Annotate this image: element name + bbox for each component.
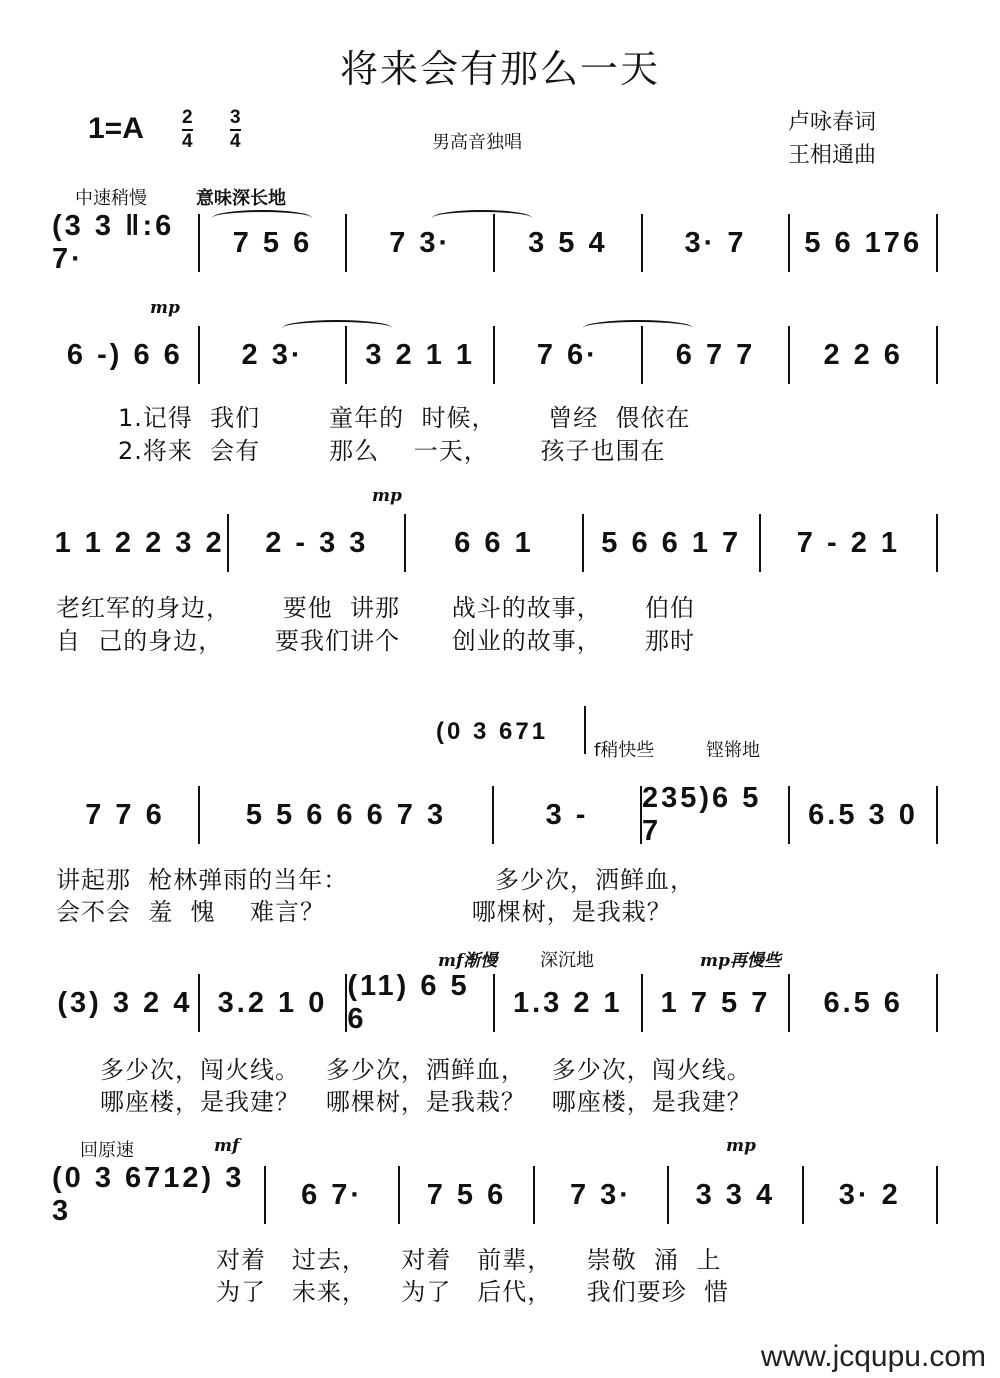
lyrics-verse-2: 2.将来 会有 那么 一天， 孩子也围在 bbox=[118, 437, 666, 465]
slur bbox=[212, 210, 312, 226]
lyrics-verse-2: 自 己的身边， 要我们讲个 创业的故事， 那时 bbox=[56, 627, 695, 655]
system-5 bbox=[52, 970, 938, 1035]
tempo-marking: 中速稍慢 bbox=[75, 188, 147, 209]
expression-marking: 深沉地 bbox=[540, 950, 594, 971]
system-4 bbox=[52, 782, 938, 847]
measure: 5 6 176 bbox=[804, 226, 923, 259]
measure: 7 3· bbox=[569, 1178, 632, 1211]
composer: 王相通曲 bbox=[788, 143, 877, 168]
song-title: 将来会有那么一天 bbox=[339, 47, 660, 91]
measure: 3· 7 bbox=[684, 226, 747, 259]
dynamic-mark: mp bbox=[372, 486, 402, 506]
system-6 bbox=[52, 1162, 938, 1227]
lyrics-verse-2: 会不会 羞 愧 难言？ 哪棵树，是我栽？ bbox=[56, 898, 672, 926]
measure: (3 3 ‖:6 7· bbox=[52, 210, 175, 275]
measure: 3.2 1 0 bbox=[217, 986, 328, 1019]
measure: 6 7 7 bbox=[675, 338, 756, 371]
dynamic-mark: mf渐慢 bbox=[438, 951, 498, 971]
measure: 1 7 5 7 bbox=[660, 986, 771, 1019]
slur bbox=[583, 320, 693, 336]
lyrics-verse-2: 哪座楼，是我建？ 哪棵树，是我栽？ 哪座楼，是我建？ bbox=[100, 1088, 752, 1116]
watermark: www.jcqupu.com bbox=[760, 1340, 986, 1373]
instrumental-pickup: (0 3 671 bbox=[436, 718, 549, 745]
ts-num: 3 bbox=[230, 107, 241, 128]
measure: 6 6 1 bbox=[454, 526, 534, 559]
slur bbox=[282, 320, 392, 336]
slur bbox=[432, 210, 532, 226]
measure: 2 - 3 3 bbox=[265, 526, 369, 559]
lyrics-verse-1: 讲起那 枪林弹雨的当年： 多少次，洒鲜血， bbox=[56, 866, 695, 894]
measure: 1.3 2 1 bbox=[513, 986, 623, 1019]
dynamic-mark: mp bbox=[150, 298, 180, 318]
measure: 3 - bbox=[545, 798, 589, 831]
system-2 bbox=[52, 325, 938, 385]
measure: 2 2 6 bbox=[823, 338, 903, 371]
measure: 6.5 6 bbox=[823, 986, 903, 1019]
measure: 7 7 6 bbox=[85, 798, 165, 831]
measure: 6.5 3 0 bbox=[808, 798, 918, 831]
dynamic-mark: mf bbox=[214, 1136, 240, 1156]
measure: 7 6· bbox=[536, 338, 599, 371]
lyrics-verse-1: 老红军的身边， 要他 讲那 战斗的故事， 伯伯 bbox=[56, 594, 695, 622]
dynamic-mark: mp bbox=[726, 1136, 756, 1156]
measure: 7 3· bbox=[389, 226, 452, 259]
measure: 2 3· bbox=[241, 338, 304, 371]
time-signature-3-4 bbox=[230, 108, 241, 152]
expression-marking: 铿锵地 bbox=[706, 740, 760, 761]
measure: (3) 3 2 4 bbox=[57, 986, 193, 1019]
measure: 7 5 6 bbox=[232, 226, 313, 259]
measure: 3 3 4 bbox=[695, 1178, 776, 1211]
measure: 7 5 6 bbox=[426, 1178, 507, 1211]
key-signature: 1=A bbox=[88, 112, 144, 145]
measure: (11) 6 5 6 bbox=[347, 970, 470, 1035]
ts-den: 4 bbox=[230, 131, 241, 152]
measure: 1 1 2 2 3 2 bbox=[54, 526, 225, 559]
tempo-marking: 回原速 bbox=[80, 1140, 134, 1161]
tempo-marking: f稍快些 bbox=[594, 740, 655, 761]
lyrics-verse-2: 为了 未来， 为了 后代， 我们要珍 惜 bbox=[216, 1278, 730, 1306]
lyrics-verse-1: 1.记得 我们 童年的 时候， 曾经 偎依在 bbox=[118, 404, 691, 432]
expression-marking: 意味深长地 bbox=[196, 188, 286, 209]
lyrics-verse-1: 对着 过去， 对着 前辈， 崇敬 涌 上 bbox=[216, 1246, 722, 1274]
lyricist: 卢咏春词 bbox=[788, 110, 877, 135]
measure: 6 7· bbox=[301, 1178, 364, 1211]
measure: 7 - 2 1 bbox=[796, 526, 901, 559]
measure: 235)6 5 7 bbox=[642, 782, 762, 847]
dynamic-mark: mp再慢些 bbox=[700, 951, 781, 971]
measure: 3 2 1 1 bbox=[365, 338, 476, 371]
ts-den: 4 bbox=[182, 131, 193, 152]
measure: (0 3 6712) 3 3 bbox=[52, 1162, 245, 1227]
measure: 3 5 4 bbox=[528, 226, 608, 259]
measure: 5 5 6 6 6 7 3 bbox=[245, 798, 447, 831]
performance-note: 男高音独唱 bbox=[432, 132, 522, 153]
measure: 3· 2 bbox=[838, 1178, 901, 1211]
measure: 5 6 6 1 7 bbox=[601, 526, 742, 559]
barline bbox=[584, 706, 586, 754]
time-signature-2-4 bbox=[182, 108, 193, 152]
ts-num: 2 bbox=[182, 107, 193, 128]
system-3 bbox=[52, 513, 938, 573]
lyrics-verse-1: 多少次，闯火线。 多少次，洒鲜血， 多少次，闯火线。 bbox=[100, 1056, 752, 1084]
measure: 6 -) 6 6 bbox=[66, 338, 183, 371]
